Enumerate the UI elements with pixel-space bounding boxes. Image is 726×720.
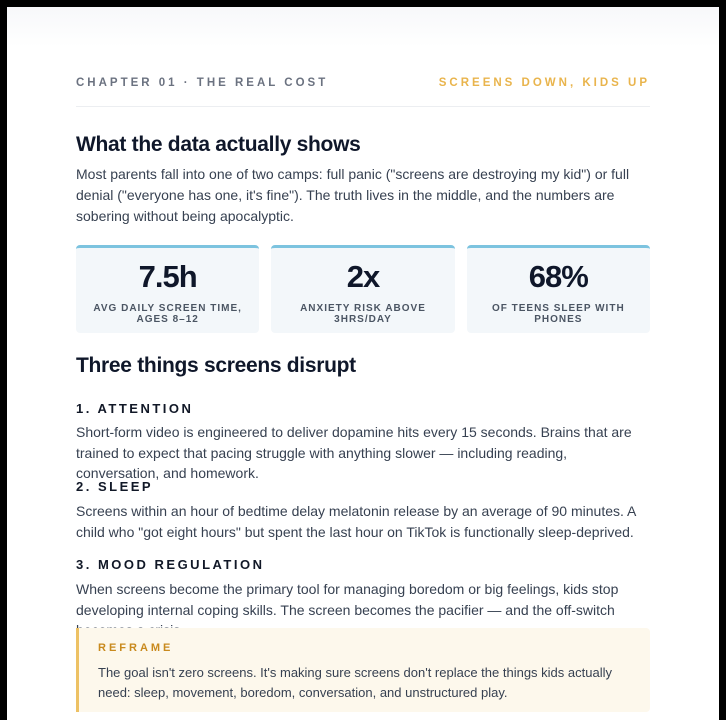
stats-row — [76, 245, 650, 333]
stat-value: 68% — [528, 259, 588, 294]
intro-paragraph: Most parents fall into one of two camps: full panic ("screens are destroying my kid") or full denial ("everyone has one, it's fine"). The truth lives in the middle, and the numbers are sobering without being apocalyptic. — [76, 166, 630, 224]
item-text-mood: When screens become the primary tool for managing boredom or big feelings, kids stop developing internal coping skills. The screen becomes the pacifier — and the off-switch — [76, 581, 619, 618]
item-text-sleep: Screens within an hour of bedtime delay melatonin release by an average of 90 minutes. A child who "got eight hours" but spent the last hour on TikTok is functionally sleep-deprived. — [76, 503, 636, 540]
page — [7, 7, 719, 720]
stat-card — [467, 245, 650, 333]
stat-value: 7.5h — [138, 259, 197, 294]
stat-label: AVG DAILY SCREEN TIME, AGES 8–12 — [93, 303, 242, 325]
stat-label: ANXIETY RISK ABOVE 3HRS/DAY — [300, 303, 426, 325]
callout-text: The goal isn't zero screens. It's making sure screens don't replace the things kids actually need: sleep, movement, boredom, conversation, and unstructured play. — [98, 665, 612, 700]
stat-value: 2x — [346, 259, 380, 294]
item-title-attention: 1. ATTENTION — [76, 401, 194, 416]
chapter-header — [76, 77, 650, 107]
stat-card — [76, 245, 259, 333]
reframe-callout — [76, 628, 650, 712]
chapter-label: CHAPTER 01 · THE REAL COST — [76, 77, 329, 89]
stat-label: OF TEENS SLEEP WITH PHONES — [491, 303, 625, 325]
item-title-mood: 3. MOOD REGULATION — [76, 557, 265, 572]
stat-card — [271, 245, 454, 333]
callout-label: REFRAME — [98, 642, 174, 654]
item-title-sleep: 2. SLEEP — [76, 479, 154, 494]
section-heading-data: What the data actually shows — [76, 133, 361, 156]
item-text-attention: Short-form video is engineered to deliver dopamine hits every 15 seconds. Brains that are trained to expect that pacing struggle with anything slower — including reading, conversation, and homework. — [76, 424, 632, 481]
section-heading-disrupt: Three things screens disrupt — [76, 354, 356, 377]
brand-label: SCREENS DOWN, KIDS UP — [438, 77, 650, 89]
